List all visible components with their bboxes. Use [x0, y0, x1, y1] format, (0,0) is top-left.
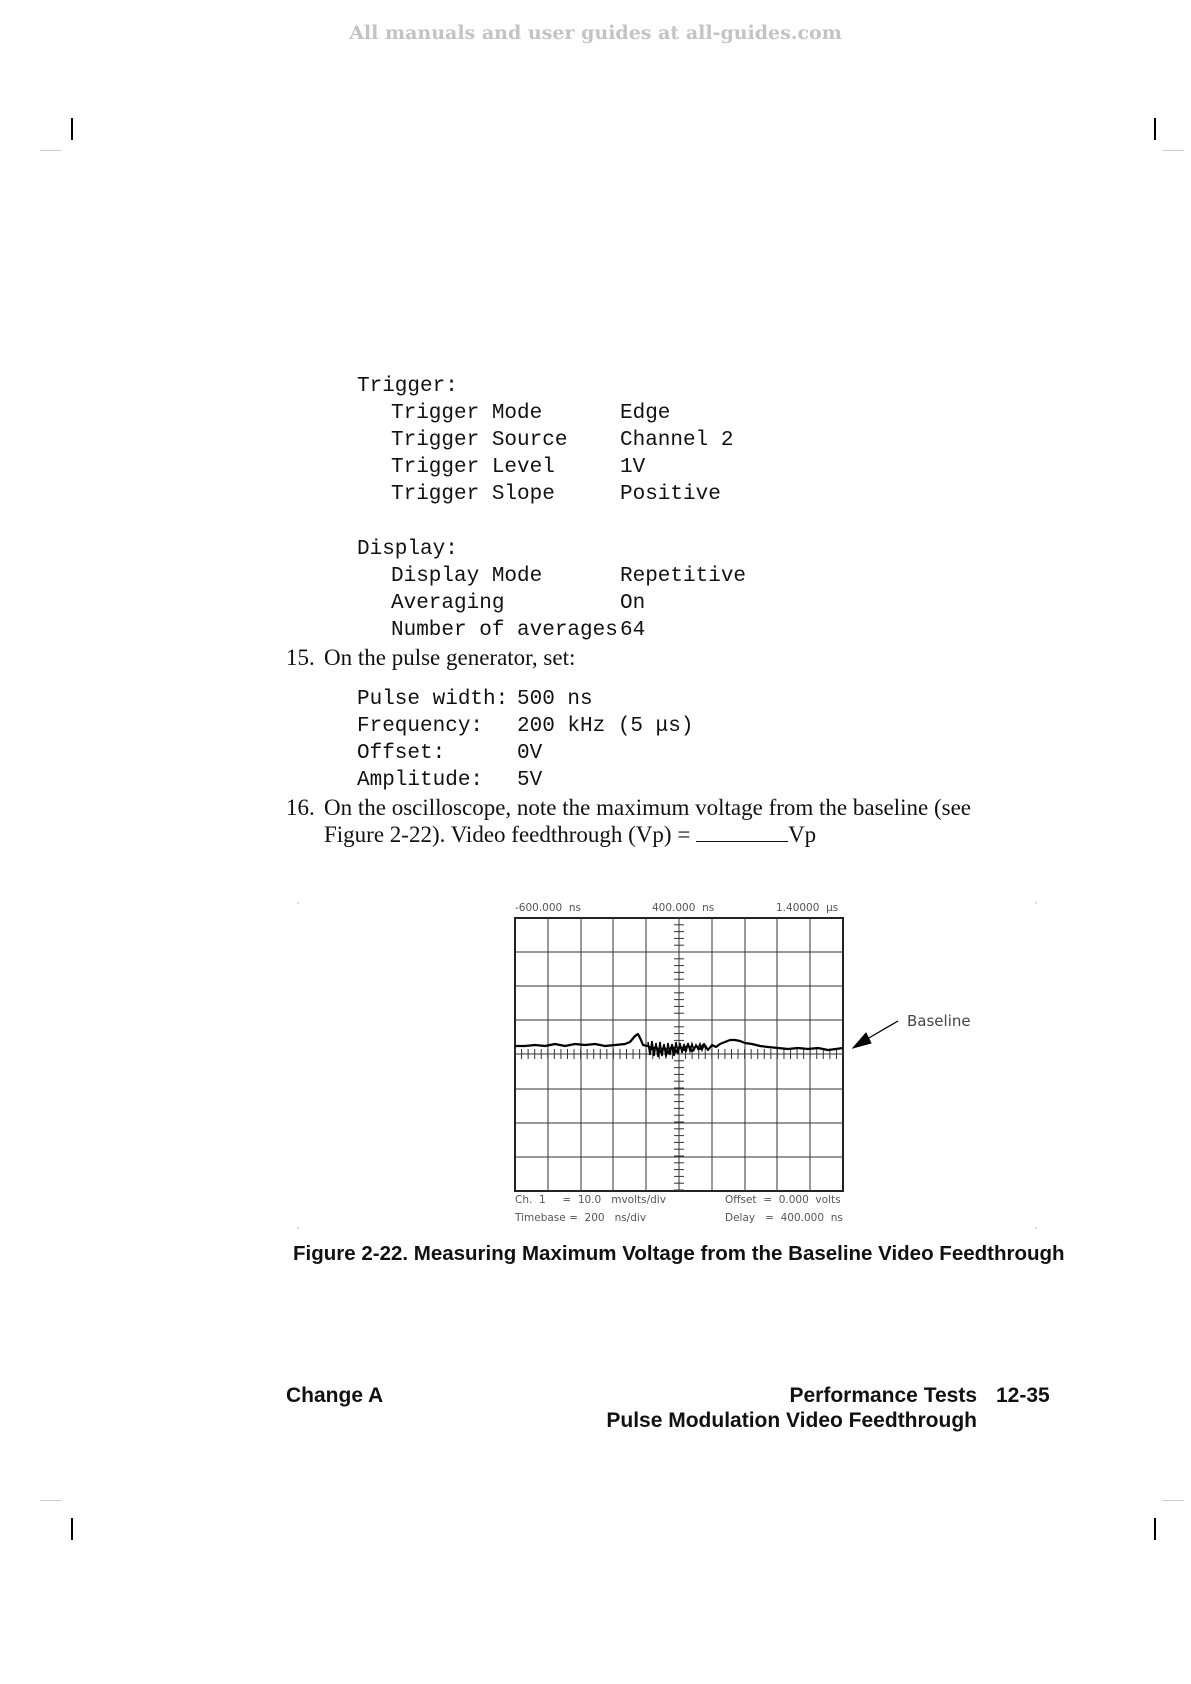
scope-time-right: 1.40000 μs: [776, 902, 839, 914]
pulse-value: 500 ns: [517, 688, 593, 711]
trigger-label: Trigger Level: [391, 456, 555, 479]
scope-noise: [648, 1041, 706, 1057]
step-text: Figure 2-22). Video feedthrough (Vp) =: [324, 822, 691, 847]
display-label: Display Mode: [391, 565, 543, 588]
display-label: Averaging: [391, 592, 505, 615]
step-text: On the pulse generator, set:: [324, 645, 576, 670]
trigger-value: Channel 2: [620, 429, 734, 452]
trigger-value: Positive: [620, 483, 721, 506]
display-label: Number of averages: [391, 619, 618, 642]
trigger-label: Trigger Mode: [391, 402, 543, 425]
trigger-value: Edge: [620, 402, 671, 425]
trigger-heading: Trigger:: [357, 375, 458, 398]
scope-timebase-setting: Timebase = 200 ns/div: [515, 1212, 647, 1224]
step-number: 16.: [286, 795, 315, 820]
baseline-arrow: [853, 1021, 898, 1048]
trigger-label: Trigger Slope: [391, 483, 555, 506]
step-text-line1: On the oscilloscope, note the maximum voltage from the baseline (see: [324, 795, 972, 820]
pulse-value: 0V: [517, 742, 543, 765]
pulse-label: Frequency:: [357, 715, 484, 738]
trigger-value: 1V: [620, 456, 646, 479]
footer-subtitle: Pulse Modulation Video Feedthrough: [606, 1409, 977, 1432]
trigger-label: Trigger Source: [391, 429, 568, 452]
baseline-label: Baseline: [907, 1012, 971, 1030]
scope-time-center: 400.000 ns: [652, 902, 715, 914]
scope-time-left: -600.000 ns: [515, 902, 582, 914]
scope-delay-setting: Delay = 400.000 ns: [725, 1212, 843, 1224]
pulse-label: Offset:: [357, 742, 446, 765]
figure-caption: Figure 2-22. Measuring Maximum Voltage from the Baseline Video Feedthrough: [293, 1242, 1065, 1265]
display-heading: Display:: [357, 538, 458, 561]
watermark: All manuals and user guides at all-guides.com: [349, 22, 842, 44]
display-value: On: [620, 592, 646, 615]
pulse-label: Pulse width:: [357, 688, 509, 711]
pulse-label: Amplitude:: [357, 769, 484, 792]
footer-change: Change A: [286, 1384, 384, 1407]
display-value: Repetitive: [620, 565, 747, 588]
scope-channel-setting: Ch. 1 = 10.0 mvolts/div: [515, 1194, 666, 1206]
display-value: 64: [620, 619, 646, 642]
pulse-value: 200 kHz (5 μs): [517, 715, 694, 738]
scope-offset-setting: Offset = 0.000 volts: [725, 1194, 841, 1206]
footer-page-number: 12-35: [996, 1384, 1050, 1407]
step-number: 15.: [286, 645, 315, 670]
unit-label: Vp: [788, 822, 817, 847]
footer-section: Performance Tests: [789, 1384, 977, 1407]
pulse-value: 5V: [517, 769, 543, 792]
